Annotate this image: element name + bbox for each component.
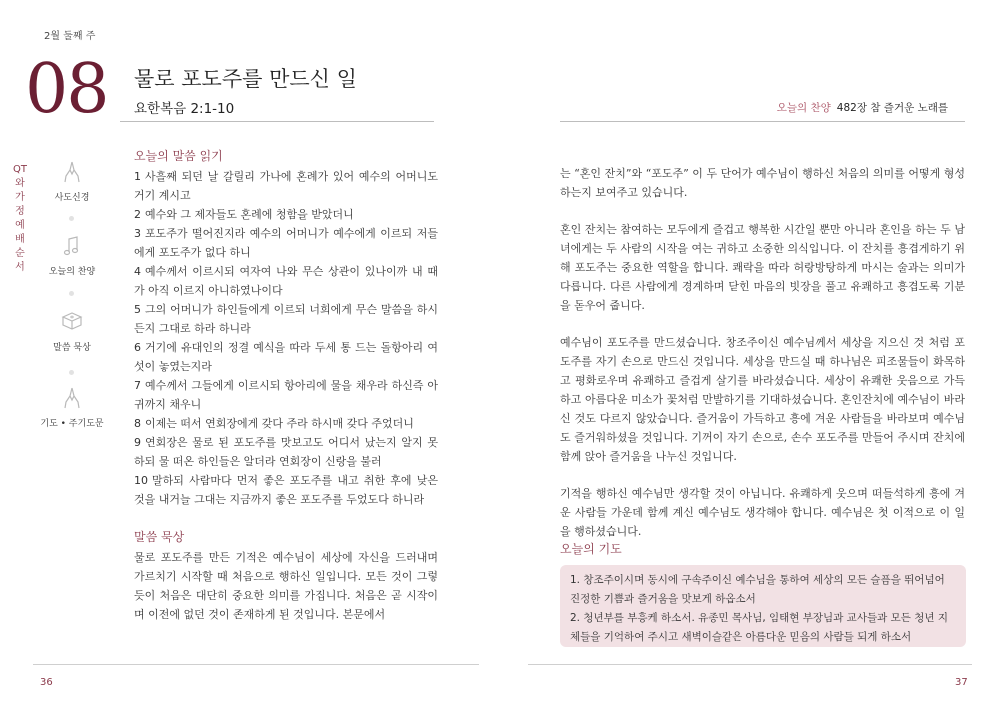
verse: [134, 376, 438, 414]
verse-text: 예수와 그 제자들도 혼례에 청함을 받았더니: [145, 208, 354, 221]
meditation-heading: 말씀 묵상: [134, 530, 185, 544]
footer-divider: [528, 664, 972, 665]
verse-text: 포도주가 떨어진지라 예수의 어머니가 예수에게 이르되 저들에게 포도주가 없다 하니: [134, 227, 438, 259]
sidebar-item-label: 오늘의 찬양: [48, 267, 96, 277]
verse: [134, 224, 438, 262]
meditation-text-left: 물로 포도주를 만든 기적은 예수님이 세상에 자신을 드러내며 가르치기 시작할 때 처음으로 행하신 일입니다. 모든 것이 그렇듯이 처음은 대단히 중요한 의미를 가집니다. 처음은 곧 시작이며 이전에 없던 것이 존재하게 된 것입니다. 본문에서: [134, 551, 438, 621]
sidebar-item-label: 말씀 묵상: [53, 343, 91, 353]
verse-text: 이제는 떠서 연회장에게 갖다 주라 하시매 갖다 주었더니: [145, 417, 414, 430]
footer-divider: [33, 664, 479, 665]
sidebar-item-label: 사도신경: [54, 193, 90, 203]
header-divider: [120, 121, 434, 122]
verse-text: 그의 어머니가 하인들에게 이르되 너희에게 무슨 말씀을 하시든지 그대로 하라 하니라: [134, 303, 438, 335]
verse-number: 9: [134, 436, 141, 449]
verse-text: 예수께서 그들에게 이르시되 항아리에 물을 채우라 하신즉 아귀까지 채우니: [134, 379, 438, 411]
verse: [134, 433, 438, 471]
verse-text: 거기에 유대인의 정결 예식을 따라 두세 통 드는 돌항아리 여섯이 놓였는지라: [134, 341, 438, 373]
verse-text: 예수께서 이르시되 여자여 나와 무슨 상관이 있나이까 내 때가 아직 이르지 아니하였나이다: [134, 265, 438, 297]
qt-order-vertical-label: QT와 가정예배 순서: [13, 164, 27, 273]
verse-number: 4: [134, 265, 141, 278]
meditation-continued: [560, 164, 965, 541]
scripture-reference: 요한복음 2:1-10: [134, 101, 235, 117]
verse: [134, 262, 438, 300]
day-number: 08: [25, 50, 108, 129]
verse-text: 말하되 사람마다 먼저 좋은 포도주를 내고 취한 후에 낮은 것을 내거늘 그대는 지금까지 좋은 포도주를 두었도다 하니라: [134, 474, 438, 506]
verse-text: 연회장은 물로 된 포도주를 맛보고도 어디서 났는지 알지 못하되 물 떠온 하인들은 알더라 연회장이 신랑을 불러: [134, 436, 438, 468]
meditation-paragraph: 혼인 잔치는 참여하는 모두에게 즐겁고 행복한 시간일 뿐만 아니라 혼인을 하는 두 남녀에게는 두 사람의 시작을 여는 귀하고 소중한 의식입니다. 이 잔치를 흥겹게하기 위해 포도주는 중요한 역할을 합니다. 쾌락을 따라 허랑방탕하게 마시는 술과는 의미가 다릅니다. 다른 사람에게 경계하며 닫힌 마음의 빗장을 풀고 유쾌하고 흥겹도록 기분을 돋우어 줍니다.: [560, 223, 965, 312]
verse-number: 8: [134, 417, 141, 430]
verse-number: 3: [134, 227, 141, 240]
header-divider: [560, 121, 965, 122]
sidebar-item-hymn: [36, 234, 108, 277]
prayer-heading: 오늘의 기도: [560, 542, 622, 556]
verse: [134, 338, 438, 376]
verse-number: 1: [134, 170, 141, 183]
verse: [134, 205, 438, 224]
sidebar-dot: [69, 370, 74, 375]
right-page: [500, 0, 1000, 709]
verse: [134, 471, 438, 509]
sidebar-dot: [69, 216, 74, 221]
praying-hands-icon: [36, 386, 108, 414]
sidebar-item-creed: [36, 160, 108, 203]
verse: [134, 167, 438, 205]
meditation-paragraph: 는 “혼인 잔치”와 “포도주” 이 두 단어가 예수님이 행하신 처음의 의미를 어떻게 형성하는지 보여주고 있습니다.: [560, 167, 965, 199]
hymn-title: 482장 참 즐거운 노래를: [836, 102, 948, 114]
prayer-item: 1. 창조주이시며 동시에 구속주이신 예수님을 통하여 세상의 모든 슬픔을 뛰어넘어 진정한 기쁨과 즐거움을 맛보게 하옵소서: [570, 574, 945, 605]
bible-book-icon: [36, 310, 108, 338]
verse-number: 2: [134, 208, 141, 221]
sidebar-item-meditation: [36, 310, 108, 353]
prayer-item: 2. 청년부를 부흥케 하소서. 유종민 목사님, 임태현 부장님과 교사들과 모든 청년 지체들을 기억하여 주시고 새벽이슬같은 아름다운 믿음의 사람들 되게 하소서: [570, 612, 948, 643]
hymn-info: [777, 100, 948, 115]
reading-heading: 오늘의 말씀 읽기: [134, 149, 223, 163]
sidebar-item-prayer: [36, 386, 108, 429]
page-title: 물로 포도주를 만드신 일: [134, 67, 357, 91]
verse-text: 사흘째 되던 날 갈릴리 가나에 혼례가 있어 예수의 어머니도 거기 계시고: [134, 170, 438, 202]
verse-list: [134, 167, 438, 509]
verse-number: 5: [134, 303, 141, 316]
music-note-icon: [36, 234, 108, 262]
meditation-paragraph: 예수님이 포도주를 만드셨습니다. 창조주이신 예수님께서 세상을 지으신 것 처럼 포도주를 자기 손으로 만드신 것입니다. 세상을 만드실 때 하나님은 피조물들이 화목하고 평화로우며 유쾌하고 즐겁게 살기를 바라셨습니다. 세상이 유쾌한 웃음으로 가득하고 아름다운 미소가 꽃처럼 만발하기를 기대하셨습니다. 혼인잔치에 예수님이 바라신 것도 다르지 않았습니다. 즐거움이 가득하고 흥에 겨운 사람들을 바라보며 예수님도 즐거워하셨을 것입니다. 기꺼이 자기 손으로, 손수 포도주를 만들어 주시며 잔치에 함께 앉아 즐거움을 나누신 것입니다.: [560, 336, 965, 463]
verse-number: 7: [134, 379, 141, 392]
verse-number: 6: [134, 341, 141, 354]
page-number: 37: [955, 677, 968, 688]
sidebar-dot: [69, 291, 74, 296]
verse: [134, 414, 438, 433]
meditation-paragraph: 기적을 행하신 예수님만 생각할 것이 아닙니다. 유쾌하게 웃으며 떠들석하게 흥에 겨운 사람들 가운데 함께 계신 예수님도 생각해야 합니다. 예수님은 첫 이적으로 이 일을 행하셨습니다.: [560, 487, 965, 538]
week-label: 2월 둘째 주: [44, 31, 96, 42]
prayer-box: [560, 565, 966, 647]
hymn-label: 오늘의 찬양: [776, 102, 831, 114]
sidebar-item-label: 기도 • 주기도문: [40, 419, 104, 429]
verse-number: 10: [134, 474, 148, 487]
praying-hands-icon: [36, 160, 108, 188]
verse: [134, 300, 438, 338]
page-number: 36: [40, 677, 53, 688]
